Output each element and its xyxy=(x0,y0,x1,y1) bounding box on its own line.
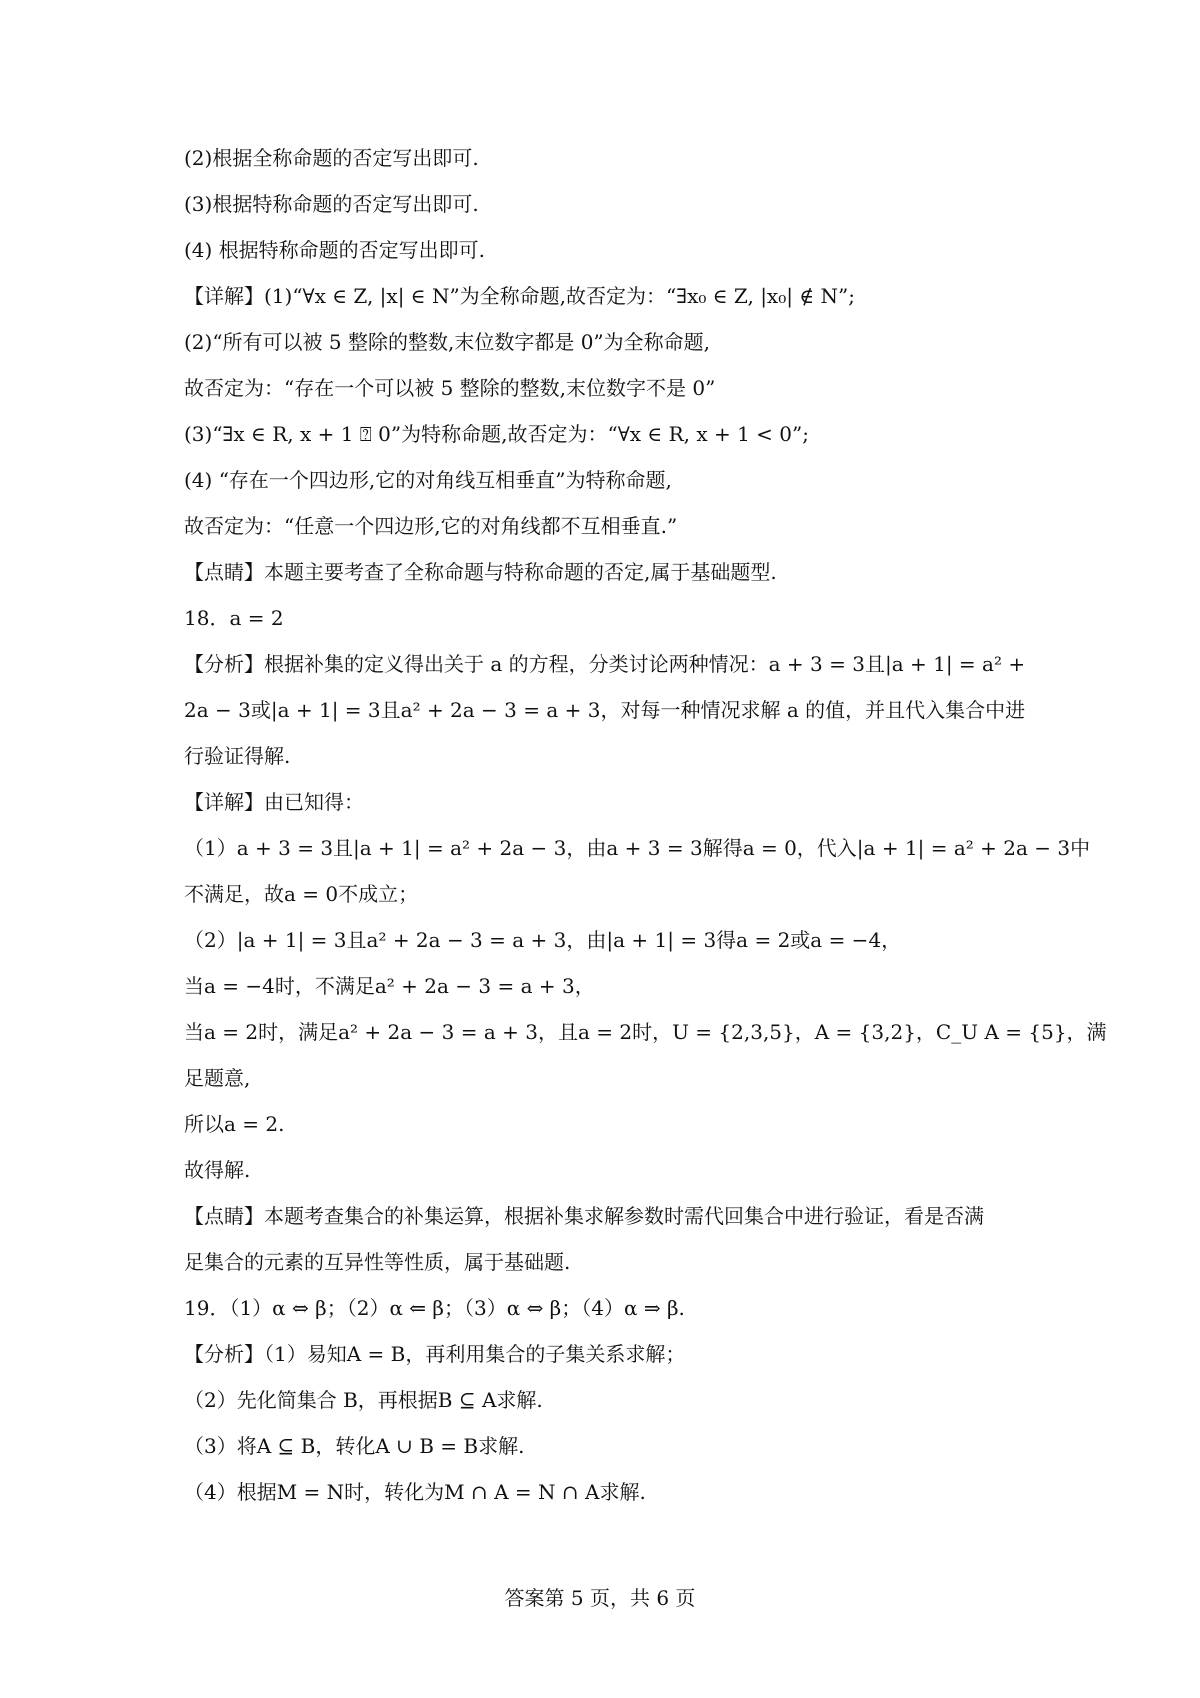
text-line: 【点睛】本题考查集合的补集运算，根据补集求解参数时需代回集合中进行验证，看是否满 xyxy=(184,1204,984,1228)
text-line: (3)根据特称命题的否定写出即可. xyxy=(184,192,479,216)
text-line: 【点睛】本题主要考查了全称命题与特称命题的否定,属于基础题型. xyxy=(184,560,777,584)
question-19-answer: 19．（1）α ⇔ β；（2）α ⇐ β；（3）α ⇔ β；（4）α ⇒ β. xyxy=(184,1296,685,1320)
text-line: 【分析】（1）易知A = B，再利用集合的子集关系求解； xyxy=(184,1342,686,1366)
text-line: 行验证得解. xyxy=(184,744,291,768)
text-line: 2a − 3或|a + 1| = 3且a² + 2a − 3 = a + 3，对每一种情况求解 a 的值，并且代入集合中进 xyxy=(184,698,1026,722)
text-line: （2）|a + 1| = 3且a² + 2a − 3 = a + 3，由|a + 1| = 3得a = 2或a = −4， xyxy=(184,928,902,952)
text-line: (4) “存在一个四边形,它的对角线互相垂直”为特称命题, xyxy=(184,468,672,492)
text-line: (4) 根据特称命题的否定写出即可. xyxy=(184,238,486,262)
text-line: 所以a = 2. xyxy=(184,1112,285,1136)
page-footer: 答案第 5 页，共 6 页 xyxy=(504,1586,696,1610)
text-line: (2)“所有可以被 5 整除的整数,末位数字都是 0”为全称命题, xyxy=(184,330,711,354)
text-line: （3）将A ⊆ B，转化A ∪ B = B求解. xyxy=(184,1434,525,1458)
text-line: 故得解. xyxy=(184,1158,251,1182)
text-line: (3)“∃x ∈ R, x + 1 ⍰ 0”为特称命题,故否定为：“∀x ∈ R, x + 1 < 0”; xyxy=(184,422,809,446)
text-line: 故否定为：“任意一个四边形,它的对角线都不互相垂直.” xyxy=(184,514,678,538)
question-18-answer: 18．a = 2 xyxy=(184,606,284,630)
text-line: 当a = −4时，不满足a² + 2a − 3 = a + 3， xyxy=(184,974,595,998)
text-line: 足集合的元素的互异性等性质，属于基础题. xyxy=(184,1250,571,1274)
text-line: 足题意, xyxy=(184,1066,251,1090)
text-line: 【详解】(1)“∀x ∈ Z, |x| ∈ N”为全称命题,故否定为：“∃x₀ ∈ Z, |x₀| ∉ N”; xyxy=(184,284,855,308)
text-line: 【分析】根据补集的定义得出关于 a 的方程，分类讨论两种情况：a + 3 = 3且|a + 1| = a² + xyxy=(184,652,1026,676)
text-line: 不满足，故a = 0不成立； xyxy=(184,882,419,906)
text-line: 故否定为：“存在一个可以被 5 整除的整数,末位数字不是 0” xyxy=(184,376,716,400)
text-line: （2）先化简集合 B，再根据B ⊆ A求解. xyxy=(184,1388,543,1412)
text-line: （4）根据M = N时，转化为M ∩ A = N ∩ A求解. xyxy=(184,1480,646,1504)
text-line: 当a = 2时，满足a² + 2a − 3 = a + 3，且a = 2时，U = {2,3,5}，A = {3,2}，C_U A = {5}，满 xyxy=(184,1020,1107,1044)
text-line: 【详解】由已知得： xyxy=(184,790,364,814)
text-line: (2)根据全称命题的否定写出即可. xyxy=(184,146,479,170)
text-line: （1）a + 3 = 3且|a + 1| = a² + 2a − 3，由a + 3 = 3解得a = 0，代入|a + 1| = a² + 2a − 3中 xyxy=(184,836,1091,860)
